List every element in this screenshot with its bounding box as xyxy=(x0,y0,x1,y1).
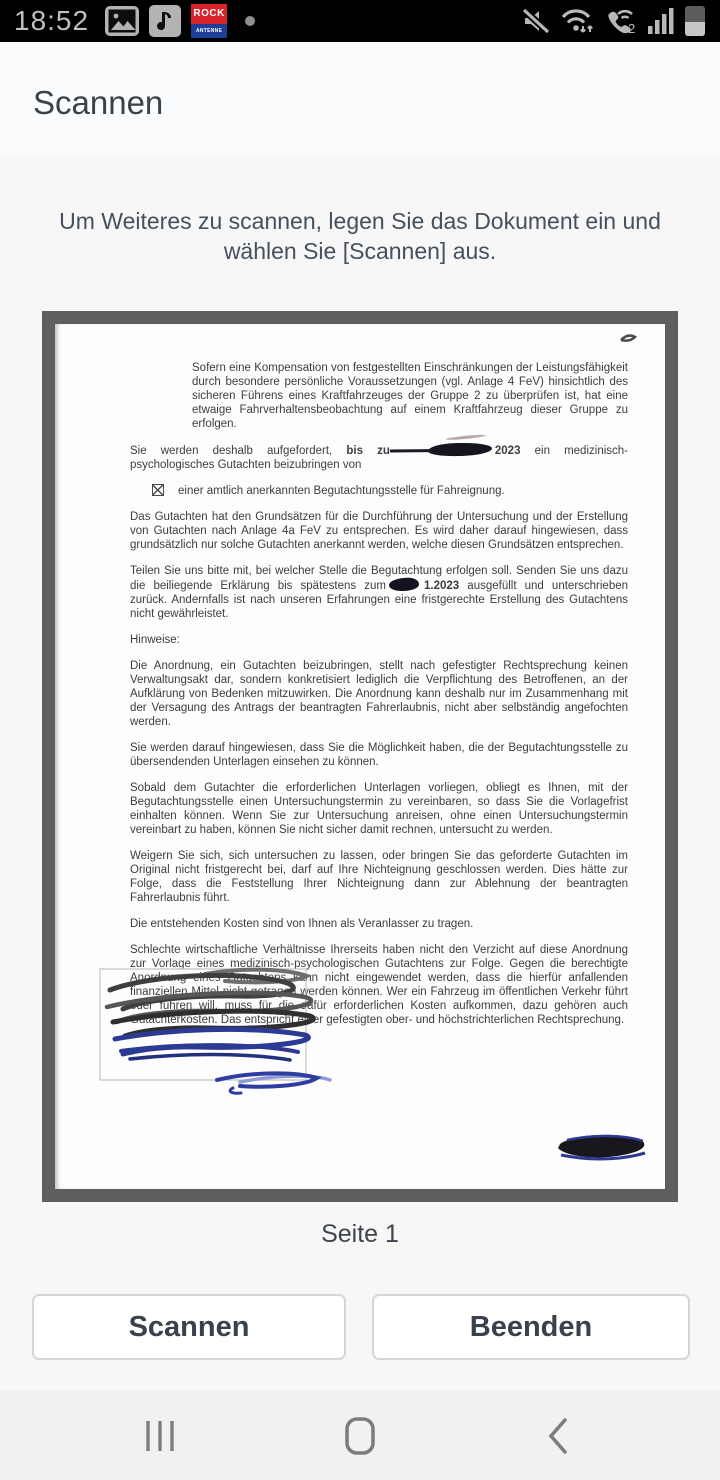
page-number-label: Seite 1 xyxy=(321,1220,399,1248)
rock-antenne-icon xyxy=(191,4,227,38)
battery-icon xyxy=(684,5,706,37)
status-bar xyxy=(0,0,720,42)
document-paragraph xyxy=(152,484,628,498)
checkbox-checked-icon xyxy=(152,484,164,496)
wifi-icon xyxy=(560,6,594,36)
document-text-segment: einer amtlich anerkannten Begutachtungsstelle für Fahreignung. xyxy=(178,485,505,497)
scanned-document-page xyxy=(55,324,665,1189)
document-paragraph xyxy=(130,659,628,729)
scan-preview-frame xyxy=(42,311,678,1202)
rock-antenne-text-bottom: ANTENNE xyxy=(191,24,227,38)
gallery-icon xyxy=(105,6,139,36)
document-text-segment: Die entstehenden Kosten sind von Ihnen als Veranlasser zu tragen. xyxy=(130,918,474,930)
wifi-calling-icon xyxy=(604,6,638,36)
recents-button[interactable] xyxy=(100,1391,220,1480)
corner-squiggle xyxy=(621,336,635,341)
document-text-segment: Die Anordnung, ein Gutachten beizubringen, stellt nach gefestigter Rechtsprechung keinen Verwaltungsakt dar, sondern konkretisiert lediglich die Verpflichtung des Betroffenen, an der Aufklärung von Bedenken mitzuwirken. Die Anordnung kann deshalb nur im Zusammenhang mit der Versagung des Antrags der beantragten Fahrerlaubnis, nicht aber selbständig angefochten werden. xyxy=(130,660,628,728)
scribble-blue-small xyxy=(217,1073,330,1093)
end-button[interactable]: Beenden xyxy=(372,1294,690,1360)
document-text-segment: Das Gutachten hat den Grundsätzen für die Durchführung der Untersuchung und der Erstellung von Gutachten nach Anlage 4a FeV zu entsprechen. Es wird daher darauf hingewiesen, dass grundsätzlich nur solche Gutachten anerkannt werden, welche diesen Grundsätzen entsprechen. xyxy=(130,511,628,551)
mute-icon xyxy=(522,7,550,35)
document-paragraph xyxy=(130,917,628,931)
document-text-segment: 1.2023 xyxy=(424,580,460,592)
scan-button[interactable]: Scannen xyxy=(32,1294,346,1360)
music-note-icon xyxy=(149,5,181,37)
document-paragraph xyxy=(130,564,628,621)
document-text-segment: Weigern Sie sich, sich untersuchen zu lassen, oder bringen Sie das geforderte Gutachten im Original nicht fristgerecht bei, darf auf Ihre Nichteignung geschlossen werden. Dies hätte zur Folge, dass die Feststellung Ihrer Nichteignung dann zur Ablehnung der beantragten Fahrerlaubnis führt. xyxy=(130,850,628,904)
back-button[interactable] xyxy=(500,1391,620,1480)
document-paragraph xyxy=(130,741,628,769)
clock: 18:52 xyxy=(14,5,90,36)
document-text-segment: 2023 xyxy=(494,445,521,457)
redaction-scribble xyxy=(428,442,492,457)
signal-strength-icon xyxy=(648,6,674,36)
document-paragraph xyxy=(130,781,628,837)
document-text-segment: Schlechte wirtschaftliche Verhältnisse Ihrerseits haben nicht den Verzicht auf diese Anordnung zur Vorlage eines medizinisch-psychologischen Gutachtens zur Folge. Gegen die berechtigte Anordnung eines Gutachtens kann nicht eingewendet werden, dass die hierfür anfallenden finanziellen Mittel nicht getragen werden können. Wer ein Fahrzeug im öffentlichen Verkehr führt oder führen will, muss für die dafür erforderlichen Kosten aufkommen, dazu gehören auch Gutachterkosten. Das entspricht einer gefestigten ober- und höchstrichterlichen Rechtsprechung. xyxy=(130,944,628,1026)
android-nav-bar xyxy=(0,1391,720,1480)
document-text-segment: Sobald dem Gutachter die erforderlichen Unterlagen vorliegen, obliegt es Ihnen, mit der Begutachtungsstelle einen Untersuchungstermin zu vereinbaren, so dass Sie die Vorlagefrist einhalten können. Wenn Sie zur Untersuchung anreisen, ohne einen Untersuchungstermin vereinbart zu haben, können Sie nicht sicher damit rechnen, untersucht zu werden. xyxy=(130,782,628,836)
more-notifications-dot xyxy=(245,16,255,26)
document-text-segment: Sie werden darauf hingewiesen, dass Sie die Möglichkeit haben, die der Begutachtungsstelle zu übersendenden Unterlagen einsehen zu können. xyxy=(130,742,628,768)
home-button[interactable] xyxy=(300,1391,420,1480)
rock-antenne-text-top: ROCK xyxy=(191,4,227,24)
home-icon xyxy=(338,1414,382,1458)
document-text-segment: Sie werden deshalb aufgefordert, xyxy=(130,445,347,457)
scribble-bottom-right xyxy=(558,1135,645,1159)
instruction-text: Um Weiteres zu scannen, legen Sie das Dokument ein und wählen Sie [Scannen] aus. xyxy=(59,208,661,264)
page-title: Scannen xyxy=(33,84,164,121)
document-paragraph xyxy=(130,943,628,1027)
svg-text:2: 2 xyxy=(628,21,636,36)
redaction-scribble xyxy=(388,577,419,593)
document-text-segment: Sofern eine Kompensation von festgestellten Einschränkungen der Leistungsfähigkeit durch besondere persönliche Voraussetzungen (vgl. Anlage 4 FeV) hinsichtlich des sicheren Führens eines Kraftfahrzeuges der Gruppe 2 zu überprüfen ist, hat eine etwaige Fahrverhaltensbeobachtung auf einem Kraftfahrzeug dieser Gruppe zu erfolgen. xyxy=(192,362,628,430)
document-text-segment: ausgefüllt und unterschrieben zurück. Andernfalls ist nach unseren Erfahrungen eine fristgerechte Erstellung des Gutachtens nicht gewährleistet. xyxy=(130,580,629,620)
document-text xyxy=(130,361,628,1039)
document-paragraph xyxy=(130,443,628,472)
document-text-segment: bis zu xyxy=(346,445,390,457)
document-text-segment: ein medizinisch-psychologisches Gutachten beizubringen von xyxy=(130,445,628,471)
document-paragraph xyxy=(130,510,628,552)
document-paragraph xyxy=(192,361,628,431)
document-paragraph xyxy=(130,633,628,647)
recents-icon xyxy=(138,1414,182,1458)
document-text-segment: Hinweise: xyxy=(130,634,180,646)
document-text-segment: Teilen Sie uns bitte mit, bei welcher Stelle die Begutachtung erfolgen soll. Senden Sie uns dazu die beiliegende Erklärung bis spätestens zum xyxy=(130,565,628,592)
app-header xyxy=(0,42,720,158)
back-icon xyxy=(538,1414,582,1458)
document-paragraph xyxy=(130,849,628,905)
